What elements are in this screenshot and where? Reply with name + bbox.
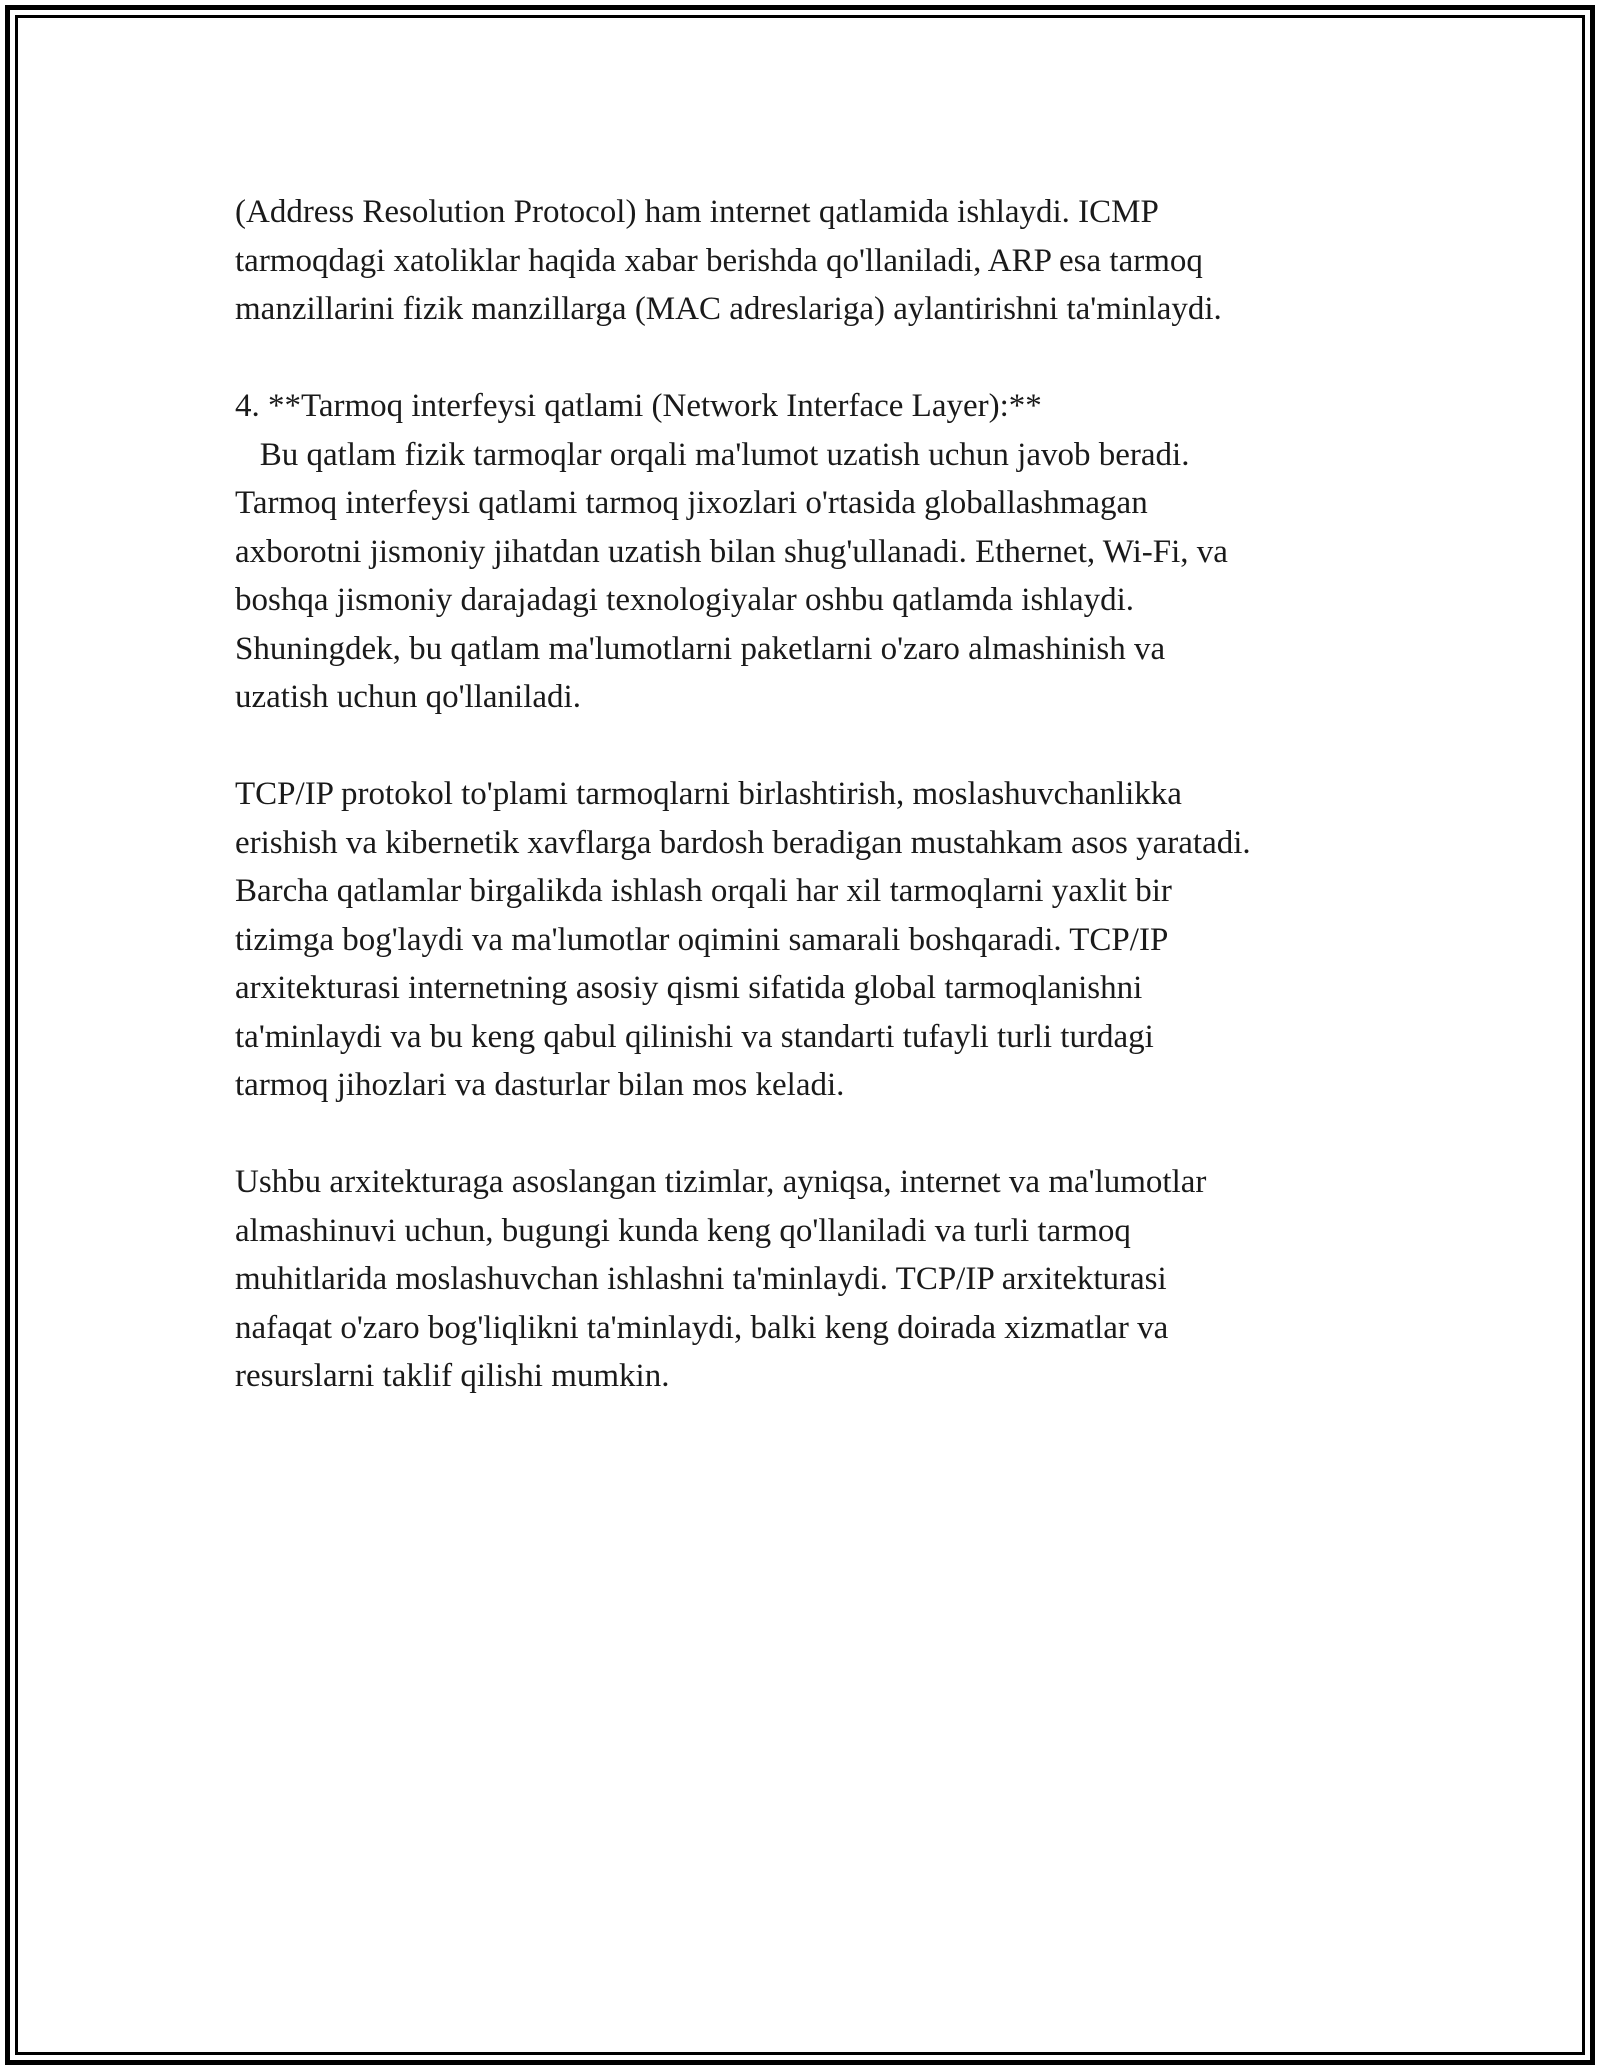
text-line: Tarmoq interfeysi qatlami tarmoq jixozlari o'rtasida globallashmagan xyxy=(235,485,1148,521)
section-heading-line: 4. **Tarmoq interfeysi qatlami (Network Interface Layer):** xyxy=(235,388,1042,424)
paragraph-tcpip-suite xyxy=(235,770,1415,1110)
paragraph-network-interface-layer xyxy=(235,382,1415,722)
document-body xyxy=(235,188,1415,1449)
text-line: Bu qatlam fizik tarmoqlar orqali ma'lumot uzatish uchun javob beradi. xyxy=(235,436,1190,473)
text-line: tarmoq jihozlari va dasturlar bilan mos keladi. xyxy=(235,1067,845,1103)
text-line: almashinuvi uchun, bugungi kunda keng qo'llaniladi va turli tarmoq xyxy=(235,1212,1131,1249)
paragraph-conclusion xyxy=(235,1158,1415,1401)
text-line: TCP/IP protokol to'plami tarmoqlarni birlashtirish, moslashuvchanlikka xyxy=(235,776,1182,812)
text-line: nafaqat o'zaro bog'liqlikni ta'minlaydi, balki keng doirada xizmatlar va xyxy=(235,1309,1169,1346)
paragraph-icmp-arp xyxy=(235,188,1415,334)
text-line: uzatish uchun qo'llaniladi. xyxy=(235,679,581,715)
text-line: boshqa jismoniy darajadagi texnologiyalar oshbu qatlamda ishlaydi. xyxy=(235,582,1135,618)
text-line: arxitekturasi internetning asosiy qismi sifatida global tarmoqlanishni xyxy=(235,970,1143,1006)
text-line: Ushbu arxitekturaga asoslangan tizimlar, ayniqsa, internet va ma'lumotlar xyxy=(235,1164,1207,1200)
text-line: tizimga bog'laydi va ma'lumotlar oqimini samarali boshqaradi. TCP/IP xyxy=(235,921,1169,958)
text-line: manzillarini fizik manzillarga (MAC adreslariga) aylantirishni ta'minlaydi. xyxy=(235,291,1222,327)
text-line: ta'minlaydi va bu keng qabul qilinishi va standarti tufayli turli turdagi xyxy=(235,1018,1154,1055)
text-line: erishish va kibernetik xavflarga bardosh beradigan mustahkam asos yaratadi. xyxy=(235,824,1251,861)
text-line: Shuningdek, bu qatlam ma'lumotlarni paketlarni o'zaro almashinish va xyxy=(235,630,1166,667)
text-line: muhitlarida moslashuvchan ishlashni ta'minlaydi. TCP/IP arxitekturasi xyxy=(235,1261,1167,1297)
text-line: tarmoqdagi xatoliklar haqida xabar berishda qo'llaniladi, ARP esa tarmoq xyxy=(235,242,1203,279)
text-line: Barcha qatlamlar birgalikda ishlash orqali har xil tarmoqlarni yaxlit bir xyxy=(235,873,1172,909)
text-line: (Address Resolution Protocol) ham internet qatlamida ishlaydi. ICMP xyxy=(235,194,1159,230)
text-line: axborotni jismoniy jihatdan uzatish bilan shug'ullanadi. Ethernet, Wi-Fi, va xyxy=(235,533,1228,570)
text-line: resurslarni taklif qilishi mumkin. xyxy=(235,1358,670,1394)
